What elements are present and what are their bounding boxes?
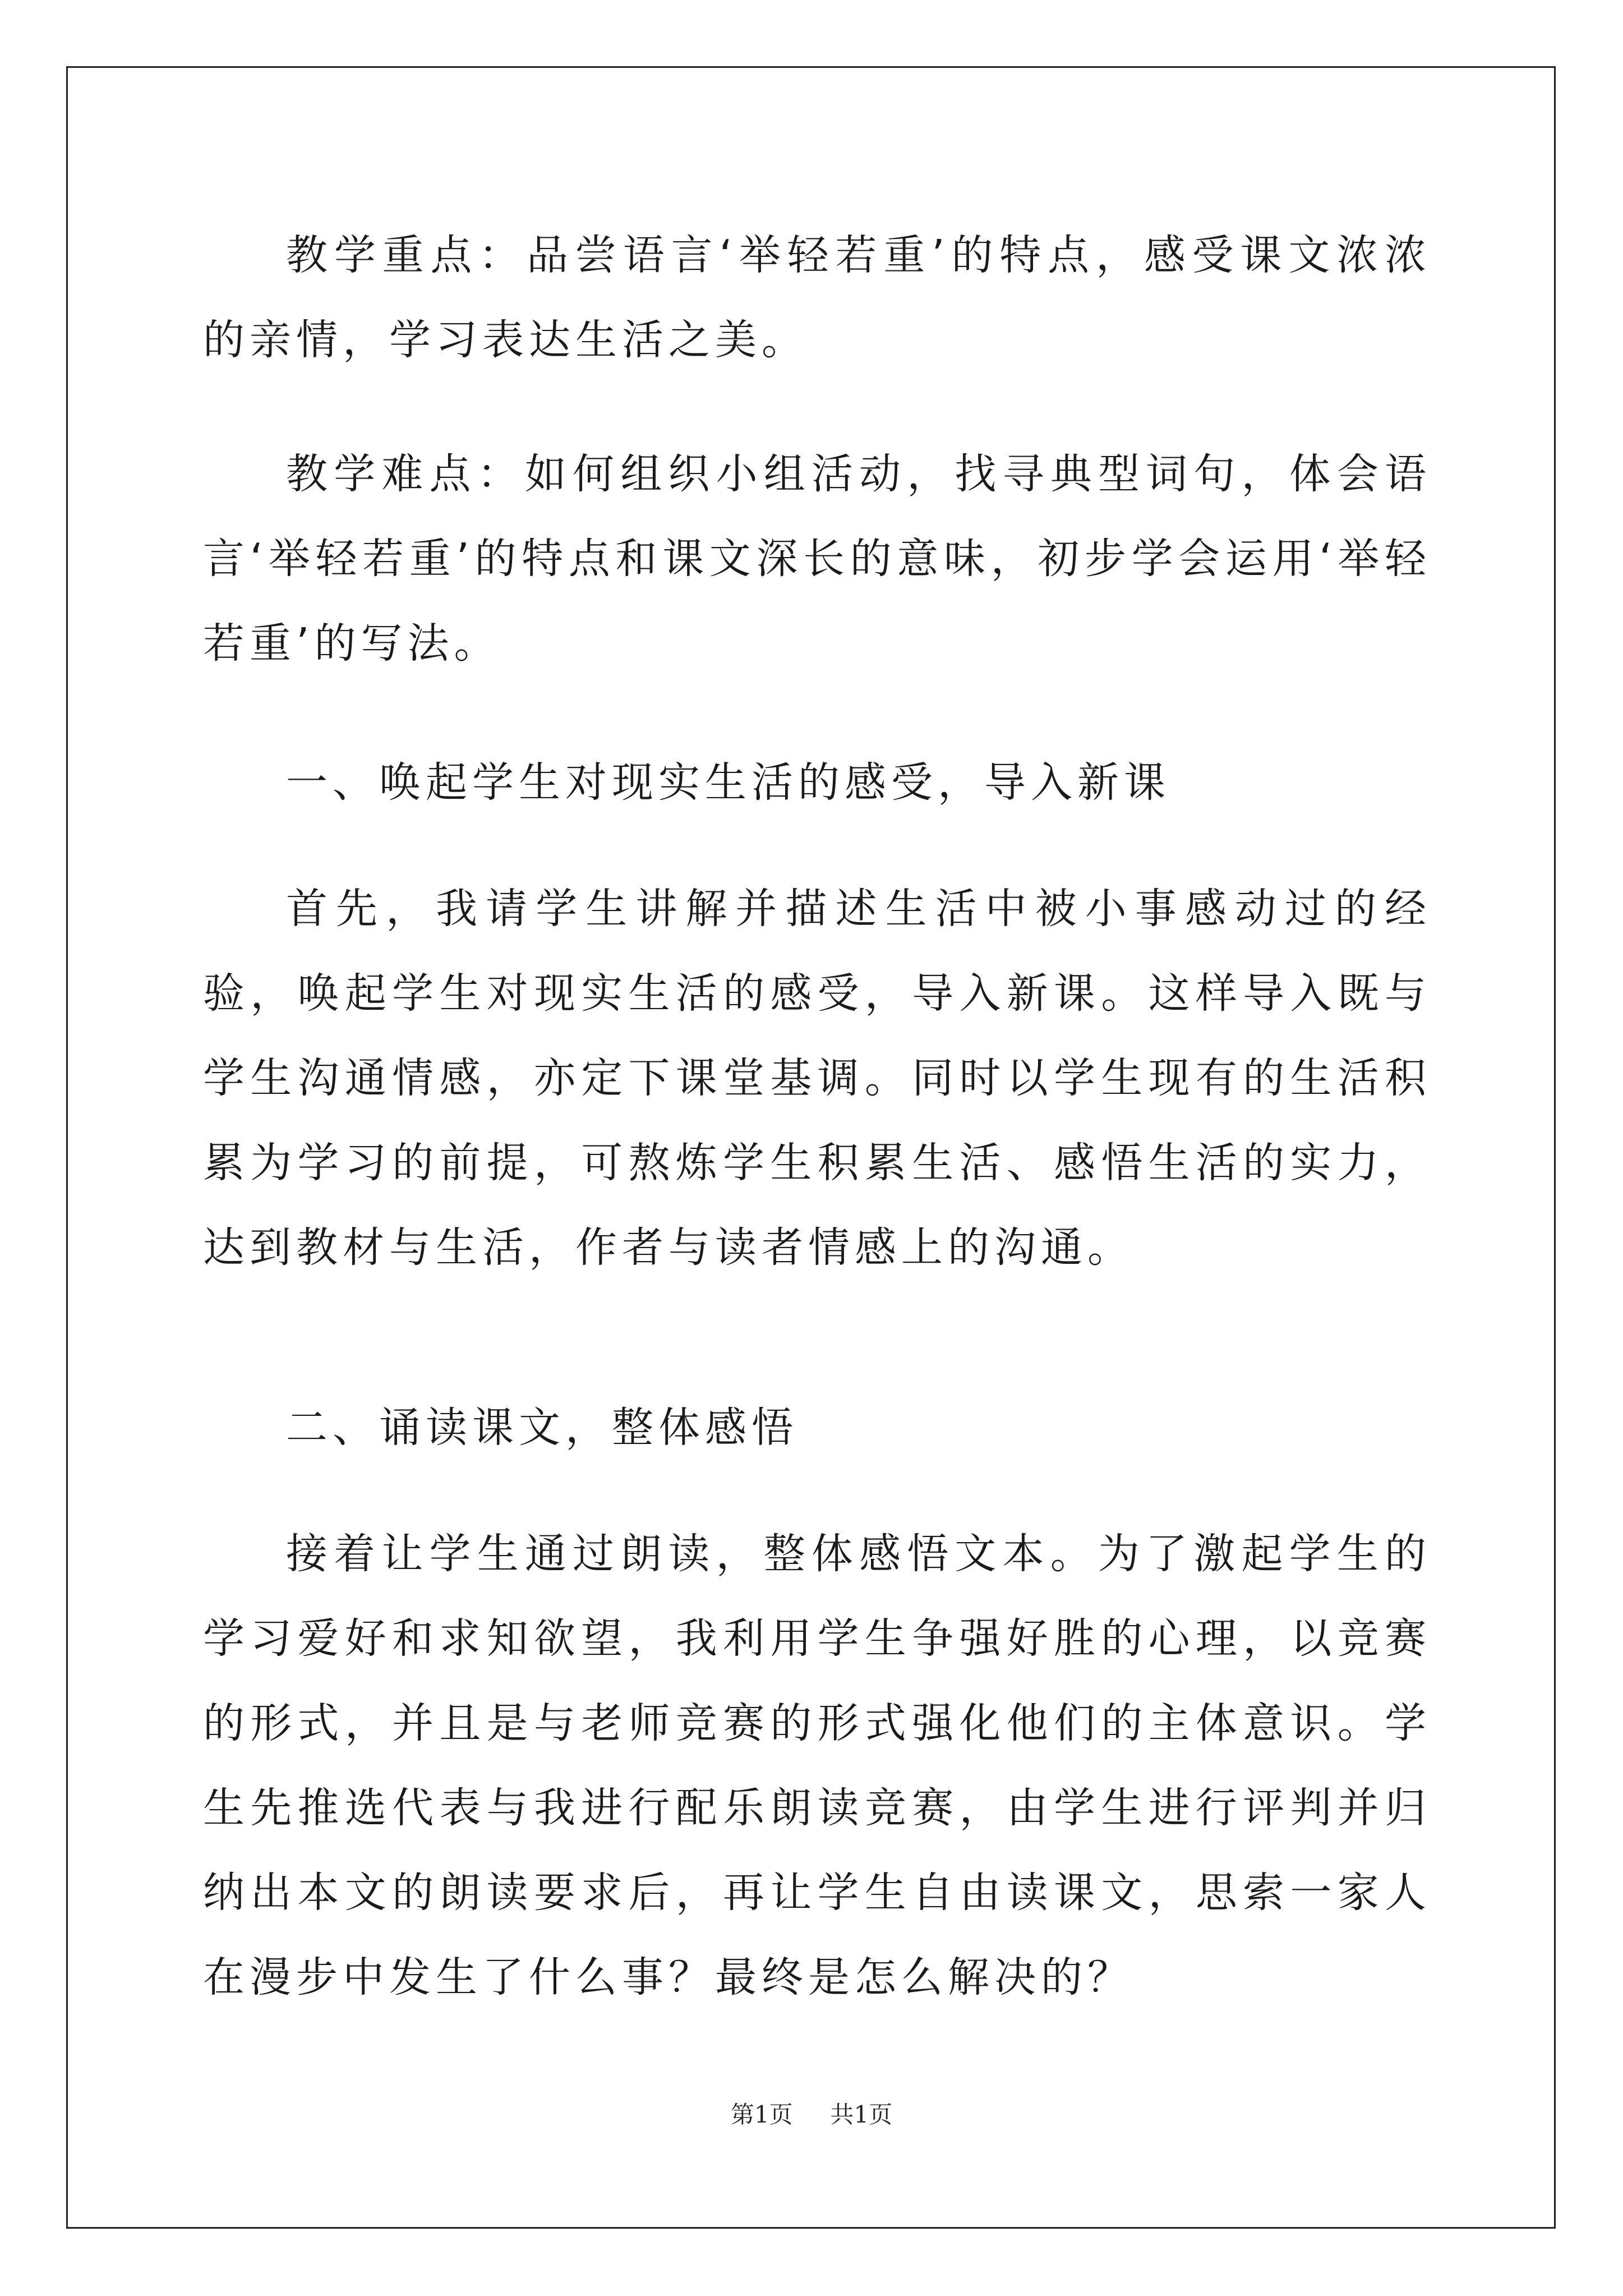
section-heading-2: 二、诵读课文，整体感悟 [286,1404,798,1452]
paragraph-teaching-focus: 教学重点：品尝语言‘举轻若重’的特点，感受课文浓浓的亲情，学习表达生活之美。 [203,231,1431,364]
paragraph-reading: 接着让学生通过朗读，整体感悟文本。为了激起学生的学习爱好和求知欲望，我利用学生争强好胜的心理，以竞赛的形式，并且是与老师竞赛的形式强化他们的主体意识。学生先推选代表与我进行配乐朗读竞赛，由学生进行评判并归纳出本文的朗读要求后，再让学生自由读课文，思索一家人在漫步中发生了什么事？最终是怎么解决的？ [203,1530,1431,2001]
paragraph-teaching-difficulty: 教学难点：如何组织小组活动，找寻典型词句，体会语言‘举轻若重’的特点和课文深长的意味，初步学会运用‘举轻若重’的写法。 [203,450,1431,668]
section-heading-1: 一、唤起学生对现实生活的感受，导入新课 [286,758,1170,807]
paragraph-introduction: 首先，我请学生讲解并描述生活中被小事感动过的经验，唤起学生对现实生活的感受，导入新课。这样导入既与学生沟通情感，亦定下课堂基调。同时以学生现有的生活积累为学习的前提，可熬炼学生积累生活、感悟生活的实力，达到教材与生活，作者与读者情感上的沟通。 [203,885,1431,1272]
page-number: 第1页 [730,2101,793,2128]
page-total: 共1页 [830,2101,893,2128]
page-footer [0,2098,1623,2132]
